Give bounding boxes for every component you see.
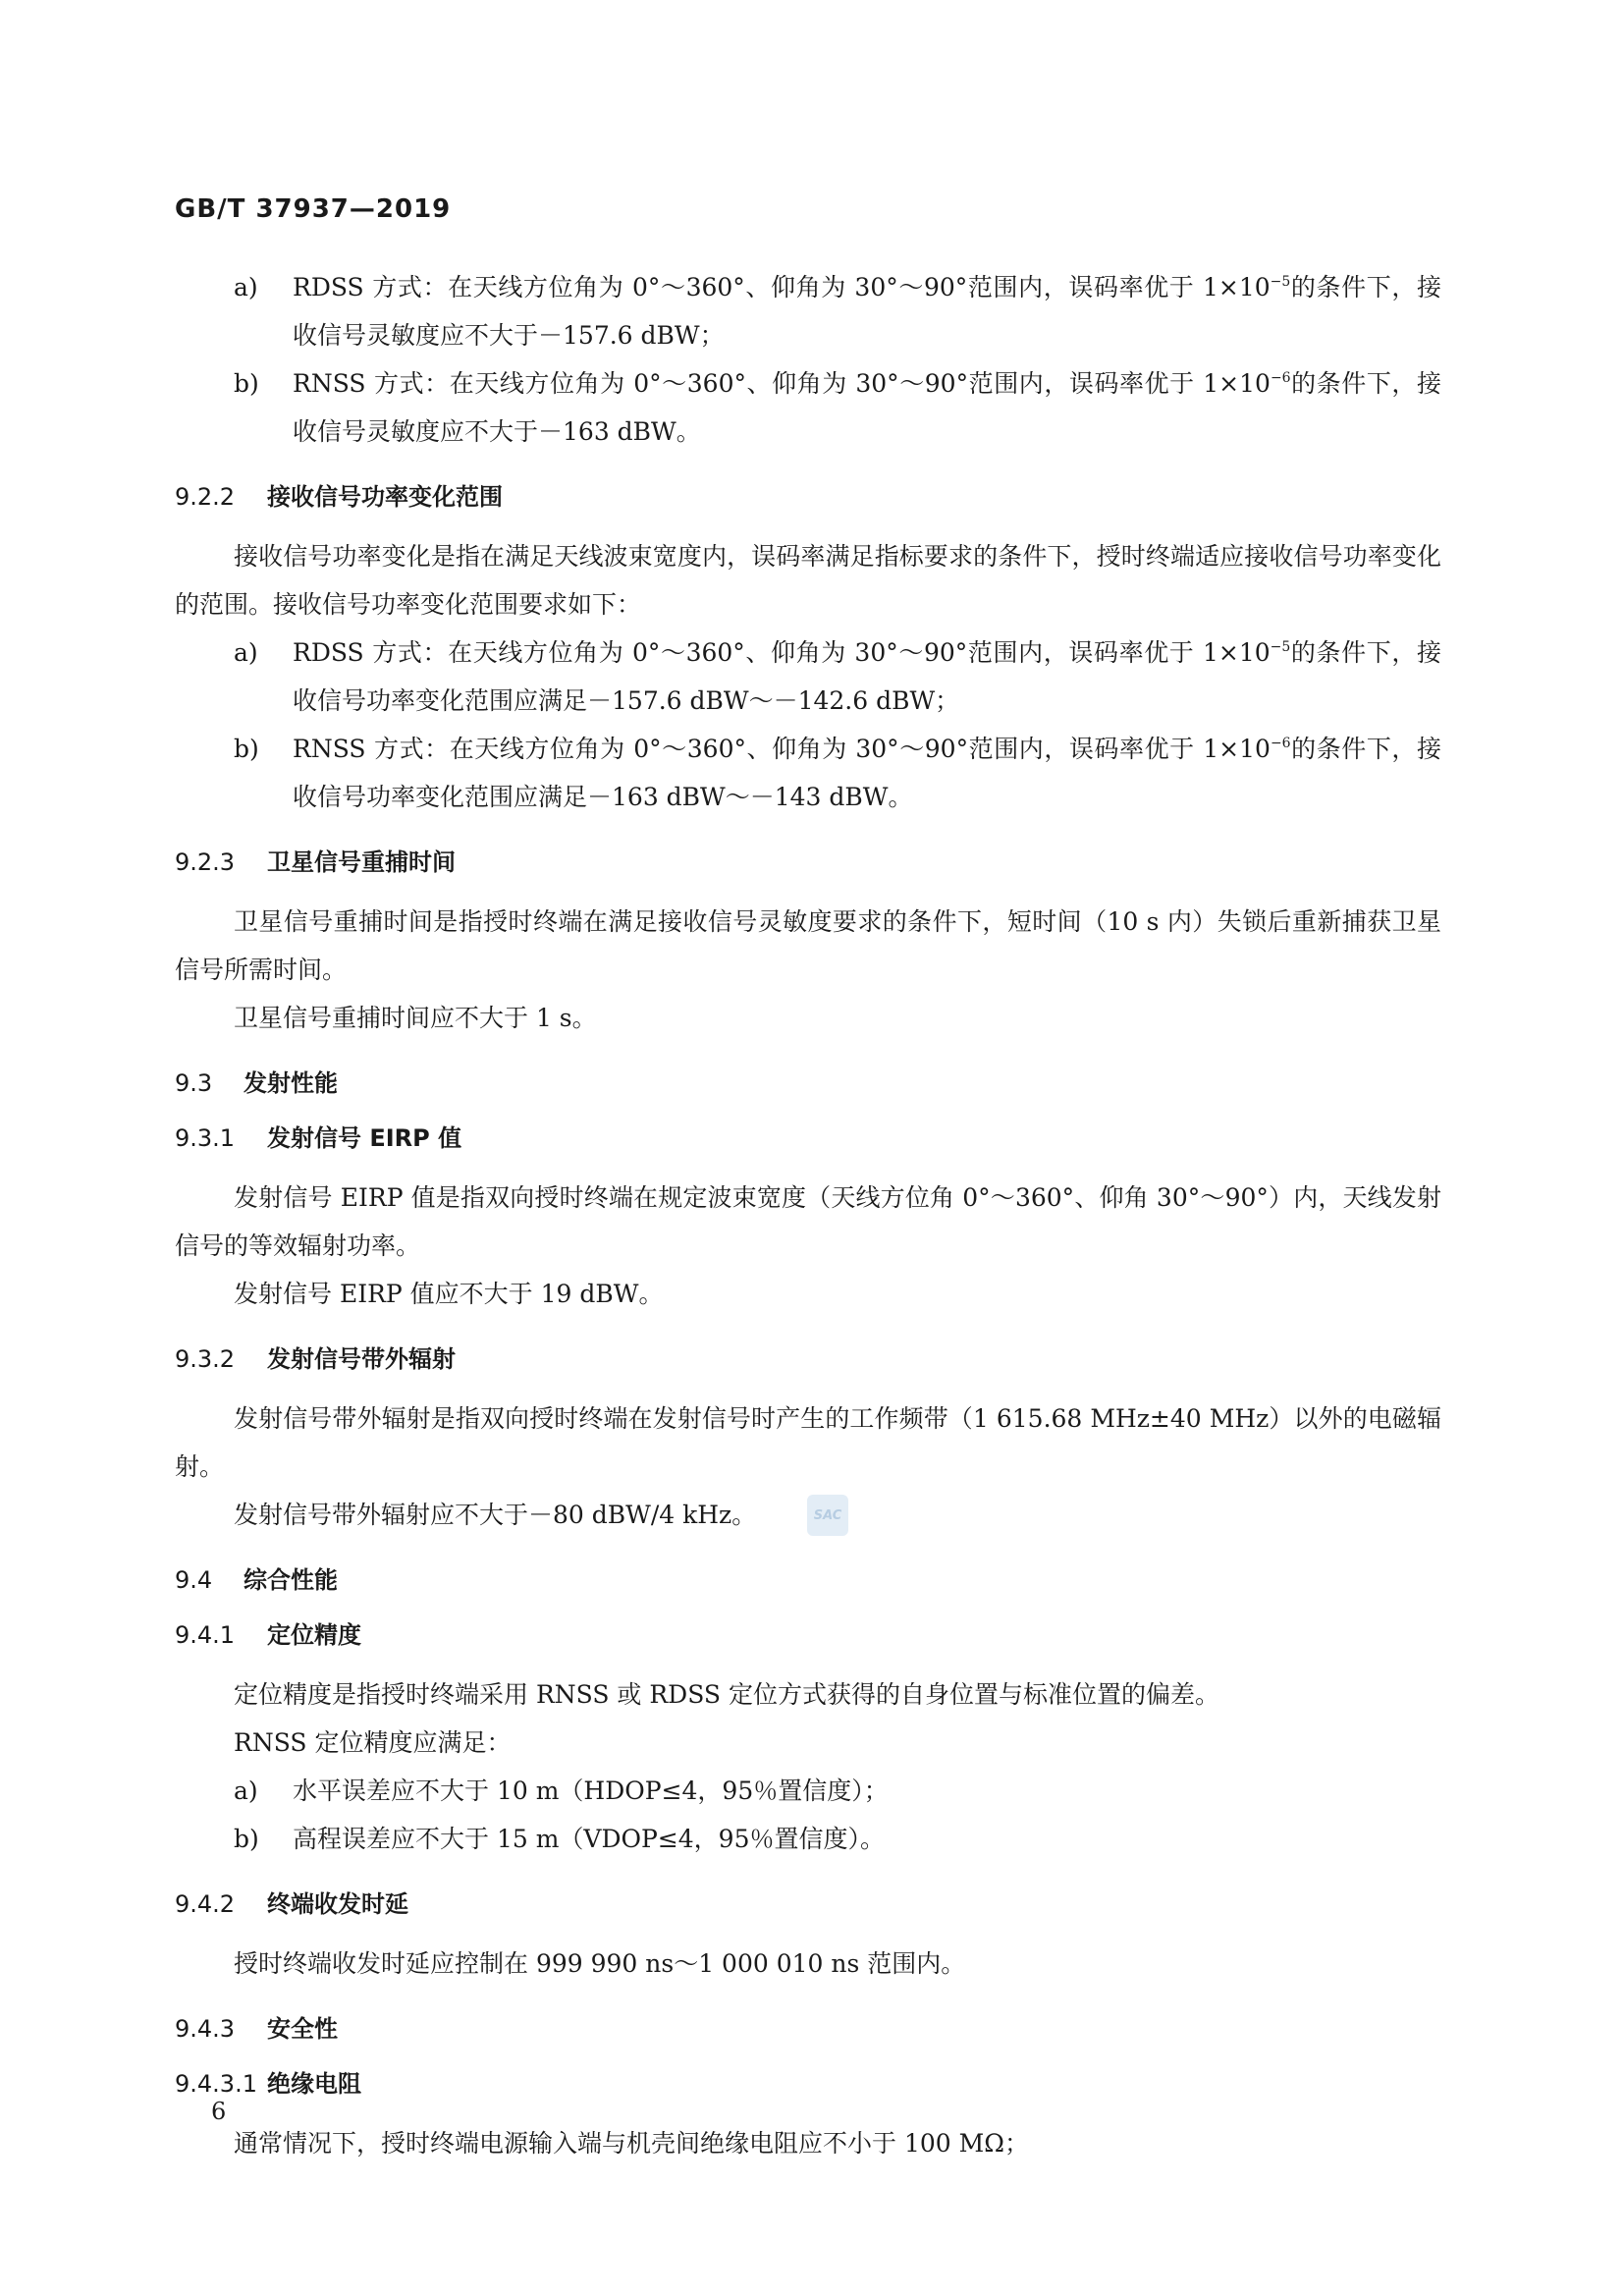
section-heading xyxy=(175,1560,1441,1600)
section-title: 发射信号带外辐射 xyxy=(267,1345,456,1373)
list-label: a) xyxy=(234,1777,258,1805)
list-item xyxy=(175,263,1441,359)
list-text-part: RDSS 方式：在天线方位角为 0°～360°、仰角为 30°～90°范围内，误码率优于 1×10 xyxy=(293,638,1271,667)
list-item xyxy=(175,359,1441,456)
paragraph: 发射信号 EIRP 值应不大于 19 dBW。 xyxy=(234,1280,664,1308)
section-title: 终端收发时延 xyxy=(267,1890,408,1918)
sac-watermark-logo: SAC xyxy=(807,1495,848,1536)
list-text xyxy=(293,629,1441,725)
section-heading xyxy=(175,477,1441,517)
page-content xyxy=(175,263,1441,2167)
paragraph: 卫星信号重捕时间是指授时终端在满足接收信号灵敏度要求的条件下，短时间（10 s 内）失锁后重新捕获卫星信号所需时间。 xyxy=(175,907,1441,984)
superscript: −6 xyxy=(1270,736,1291,751)
section-title: 综合性能 xyxy=(243,1566,338,1594)
list-item xyxy=(175,629,1441,725)
paragraph: RNSS 定位精度应满足： xyxy=(234,1728,512,1757)
list-text-part: RNSS 方式：在天线方位角为 0°～360°、仰角为 30°～90°范围内，误码率优于 1×10 xyxy=(293,369,1271,398)
list-text-part: 的条件下，接收信号灵敏度应不大于－163 dBW。 xyxy=(293,369,1441,446)
list-label: b) xyxy=(234,369,259,398)
list-item xyxy=(175,1767,1441,1815)
paragraph: 发射信号 EIRP 值是指双向授时终端在规定波束宽度（天线方位角 0°～360°、仰角 30°～90°）内，天线发射信号的等效辐射功率。 xyxy=(175,1183,1441,1260)
list-text xyxy=(293,725,1441,821)
section-title: 发射信号 EIRP 值 xyxy=(267,1124,462,1152)
list-label: a) xyxy=(234,273,258,301)
paragraph: 授时终端收发时延应控制在 999 990 ns～1 000 010 ns 范围内。 xyxy=(234,1949,966,1978)
paragraph: 发射信号带外辐射应不大于－80 dBW/4 kHz。 xyxy=(234,1501,757,1529)
list-text-part: RDSS 方式：在天线方位角为 0°～360°、仰角为 30°～90°范围内，误码率优于 1×10 xyxy=(293,273,1271,301)
section-title: 定位精度 xyxy=(267,1621,361,1649)
paragraph: 发射信号带外辐射是指双向授时终端在发射信号时产生的工作频带（1 615.68 MHz±40 MHz）以外的电磁辐射。 xyxy=(175,1404,1441,1481)
list-text-part: 的条件下，接收信号灵敏度应不大于－157.6 dBW； xyxy=(293,273,1441,350)
section-heading xyxy=(175,843,1441,882)
section-number: 9.3.2 xyxy=(175,1345,236,1373)
list-text-part: 的条件下，接收信号功率变化范围应满足－157.6 dBW～－142.6 dBW； xyxy=(293,638,1441,715)
section-number: 9.4.3 xyxy=(175,2015,236,2043)
section-number: 9.4.2 xyxy=(175,1890,236,1918)
section-number: 9.2.2 xyxy=(175,483,236,511)
section-heading xyxy=(175,1339,1441,1379)
list-label: a) xyxy=(234,638,258,667)
superscript: −5 xyxy=(1270,274,1291,290)
list-text xyxy=(293,359,1441,456)
section-title: 卫星信号重捕时间 xyxy=(267,848,456,876)
section-number: 9.2.3 xyxy=(175,848,236,876)
section-heading xyxy=(175,1885,1441,1924)
page-number: 6 xyxy=(211,2098,227,2125)
paragraph: 接收信号功率变化是指在满足天线波束宽度内，误码率满足指标要求的条件下，授时终端适应接收信号功率变化的范围。接收信号功率变化范围要求如下： xyxy=(175,542,1441,619)
list-text-part: RNSS 方式：在天线方位角为 0°～360°、仰角为 30°～90°范围内，误码率优于 1×10 xyxy=(293,735,1271,763)
list-text-part: 的条件下，接收信号功率变化范围应满足－163 dBW～－143 dBW。 xyxy=(293,735,1441,811)
superscript: −5 xyxy=(1270,639,1291,655)
list-item xyxy=(175,1815,1441,1863)
section-title: 绝缘电阻 xyxy=(267,2070,361,2098)
section-title: 安全性 xyxy=(267,2015,338,2043)
list-text: 高程误差应不大于 15 m（VDOP≤4，95％置信度）。 xyxy=(293,1825,885,1853)
section-heading xyxy=(175,2009,1441,2049)
list-label: b) xyxy=(234,1825,259,1853)
section-number: 9.4 xyxy=(175,1566,213,1594)
standard-code: GB/T 37937—2019 xyxy=(175,194,452,224)
list-text: 水平误差应不大于 10 m（HDOP≤4，95％置信度）； xyxy=(293,1777,889,1805)
section-heading xyxy=(175,2064,1441,2104)
section-title: 发射性能 xyxy=(243,1069,338,1097)
list-label: b) xyxy=(234,735,259,763)
paragraph: 卫星信号重捕时间应不大于 1 s。 xyxy=(234,1004,597,1032)
list-item xyxy=(175,725,1441,821)
section-number: 9.3.1 xyxy=(175,1124,236,1152)
section-heading xyxy=(175,1119,1441,1158)
section-heading xyxy=(175,1064,1441,1103)
section-number: 9.4.3.1 xyxy=(175,2070,257,2098)
paragraph: 定位精度是指授时终端采用 RNSS 或 RDSS 定位方式获得的自身位置与标准位置的偏差。 xyxy=(234,1680,1219,1709)
section-heading xyxy=(175,1615,1441,1655)
paragraph: 通常情况下，授时终端电源输入端与机壳间绝缘电阻应不小于 100 MΩ； xyxy=(234,2129,1029,2158)
section-number: 9.3 xyxy=(175,1069,213,1097)
list-text xyxy=(293,263,1441,359)
section-number: 9.4.1 xyxy=(175,1621,236,1649)
section-title: 接收信号功率变化范围 xyxy=(267,483,503,511)
superscript: −6 xyxy=(1270,370,1291,386)
